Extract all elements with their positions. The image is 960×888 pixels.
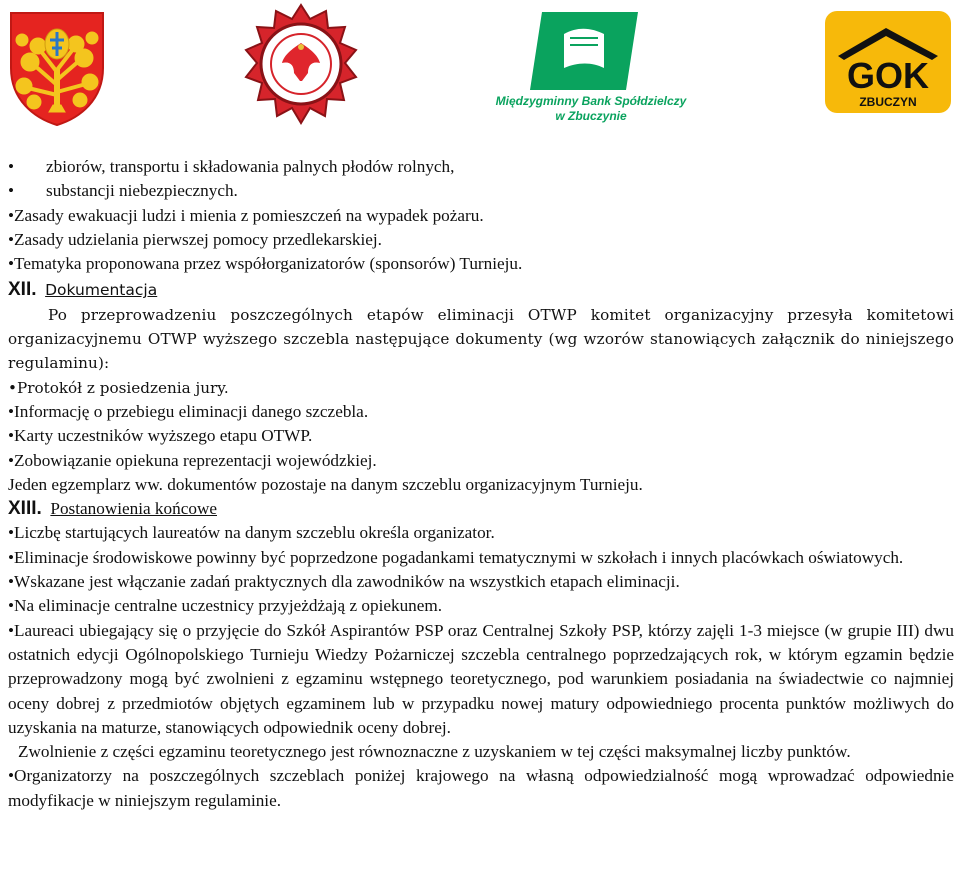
gok-logo: [824, 10, 952, 114]
bullet-item: •Tematyka proponowana przez współorganizatorów (sponsorów) Turnieju.: [8, 254, 523, 274]
gok-title: GOK: [846, 55, 930, 96]
osp-emblem-logo: [240, 3, 362, 127]
bullet-item: •Karty uczestników wyższego etapu OTWP.: [8, 426, 313, 446]
sub-bullet-item: • zbiorów, transportu i składowania palnych płodów rolnych,: [8, 155, 954, 179]
bullet-item: •Eliminacje środowiskowe powinny być poprzedzone pogadankami tematycznymi w szkołach i innych placówkach oświatowych.: [8, 547, 904, 567]
bank-town-text: w Zbuczynie: [555, 109, 627, 123]
bullet-mark: •: [8, 181, 15, 201]
bullet-item: •Zobowiązanie opiekuna reprezentacji wojewódzkiej.: [8, 450, 377, 470]
bullet-item: •Wskazane jest włączanie zadań praktycznych dla zawodników na wszystkich etapach eliminacji.: [8, 572, 680, 592]
bullet-mark: •: [8, 157, 15, 176]
logo-bar: [0, 0, 960, 130]
document-body: [8, 155, 954, 813]
gok-subtitle: ZBUCZYN: [859, 95, 917, 109]
section-number: XII.: [8, 279, 37, 301]
section-number: XIII.: [8, 498, 42, 520]
bullet-item: •Zasady ewakuacji ludzi i mienia z pomieszczeń na wypadek pożaru.: [8, 205, 484, 225]
section-title: Dokumentacja: [45, 281, 158, 300]
bank-name-text: Międzygminny Bank Spółdzielczy: [495, 94, 687, 108]
bullet-item: •Liczbę startujących laureatów na danym szczeblu określa organizator.: [8, 523, 495, 543]
bullet-item: •Informację o przebiegu eliminacji danego szczebla.: [8, 401, 369, 421]
section-heading-xii: [8, 278, 954, 302]
xii-note: Jeden egzemplarz ww. dokumentów pozostaje na danym szczeblu organizacyjnym Turnieju.: [8, 474, 643, 494]
bullet-item: •Protokół z posiedzenia jury.: [8, 378, 229, 397]
bullet-item: •Organizatorzy na poszczególnych szczeblach poniżej krajowego na własną odpowiedzialność mogą wprowadzać odpowiednie modyfikacje w niniejszym regulaminie.: [8, 766, 954, 810]
section-heading-xiii: [8, 497, 954, 521]
section-title: Postanowienia końcowe: [50, 499, 217, 519]
bullet-item: •Zasady udzielania pierwszej pomocy przedlekarskiej.: [8, 229, 382, 249]
bullet-item: •Laureaci ubiegający się o przyjęcie do Szkół Aspirantów PSP oraz Centralnej Szkoły PSP, którzy zajęli 1-3 miejsce (w grupie III) dwu ostatnich edycji Ogólnopolskiego Turnieju Wiedzy Pożarniczej szczebla centralnego poprzedzających rok, w którym egzamin będzie przeprowadzony mogą być zwolnieni z egzaminu wstępnego teoretycznego, pod warunkiem posiadania na świadectwie co najmniej oceny dobrej z przedmiotów objętych egzaminem lub w przypadku nowej matury odpowiedniego procenta punktów możliwych do uzyskania na maturze, stanowiących odpowiednik oceny dobrej.: [8, 620, 954, 737]
xii-intro-paragraph: Po przeprowadzeniu poszczególnych etapów eliminacji OTWP komitet organizacyjny przesyła komitetowi organizacyjnemu OTWP wyższego szczebla następujące dokumenty (wg wzorów stanowiących załącznik do niniejszego regulaminu):: [8, 305, 954, 373]
bullet-item: •Na eliminacje centralne uczestnicy przyjeżdżają z opiekunem.: [8, 596, 443, 616]
xiii-exemption-paragraph: Zwolnienie z części egzaminu teoretycznego jest równoznaczne z uzyskaniem w tej części maksymalnej liczby punktów.: [18, 742, 851, 762]
coat-of-arms-logo: [8, 10, 106, 128]
bank-logo: [495, 10, 687, 126]
sub-bullet-item: • substancji niebezpiecznych.: [8, 179, 954, 203]
